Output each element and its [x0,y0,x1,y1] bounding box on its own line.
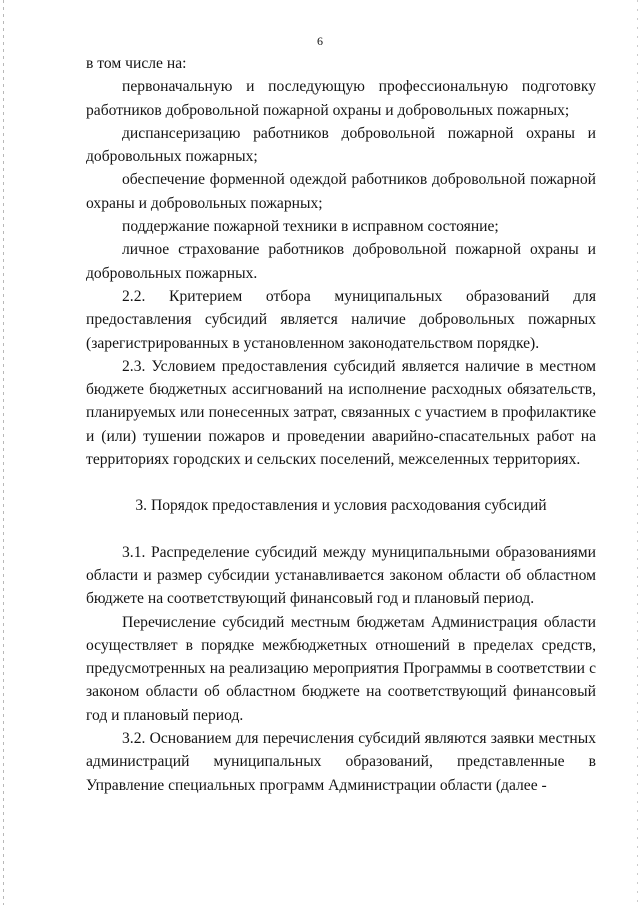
scan-edge-right [637,0,638,905]
paragraph-intro: в том числе на: [86,55,187,72]
document-body [86,52,596,797]
list-item-insurance: личное страхование работников добровольной пожарной охраны и добровольных пожарных. [86,241,596,282]
list-item-equipment: поддержание пожарной техники в исправном состояние; [122,218,499,236]
list-item-medical: диспансеризацию работников добровольной пожарной охраны и добровольных пожарных; [86,124,596,166]
section-heading: 3. Порядок предоставления и условия расходования субсидий [135,497,547,515]
paragraph-3-2: 3.2. Основанием для перечисления субсидий являются заявки местных администраций муниципальных образований, представленные в Управление специальных программ Администрации области (далее - [86,730,596,794]
paragraph-3-1: 3.1. Распределение субсидий между муниципальными образованиями области и размер субсидии устанавливается законом области об областном бюджете на соответствующий финансовый год и плановый период. [86,543,596,608]
list-item-training: первоначальную и последующую профессиональную подготовку работников добровольной пожарной охраны и добровольных пожарных; [86,78,596,119]
paragraph-2-3: 2.3. Условием предоставления субсидий является наличие в местном бюджете бюджетных ассигнований на исполнение расходных обязательств, планируемых или понесенных затрат, связанных с участием в профилактике и (или) тушении пожаров и проведении аварийно-спасательных работ на территориях городских и сельских поселений, межселенных территориях. [86,357,596,469]
scan-edge-left [3,0,4,905]
paragraph-2-2: 2.2. Критерием отбора муниципальных образований для предоставления субсидий является наличие добровольных пожарных (зарегистрированных в установленном законодательством порядке). [86,287,596,352]
page-number: 6 [317,34,323,48]
paragraph-transfer: Перечисление субсидий местным бюджетам Администрация области осуществляет в порядке межбюджетных отношений в пределах средств, предусмотренных на реализацию мероприятия Программы в соответствии с законом области об областном бюджете на соответствующий финансовый год и плановый период. [86,613,596,724]
list-item-uniform: обеспечение форменной одеждой работников добровольной пожарной охраны и добровольных пожарных; [86,171,596,212]
